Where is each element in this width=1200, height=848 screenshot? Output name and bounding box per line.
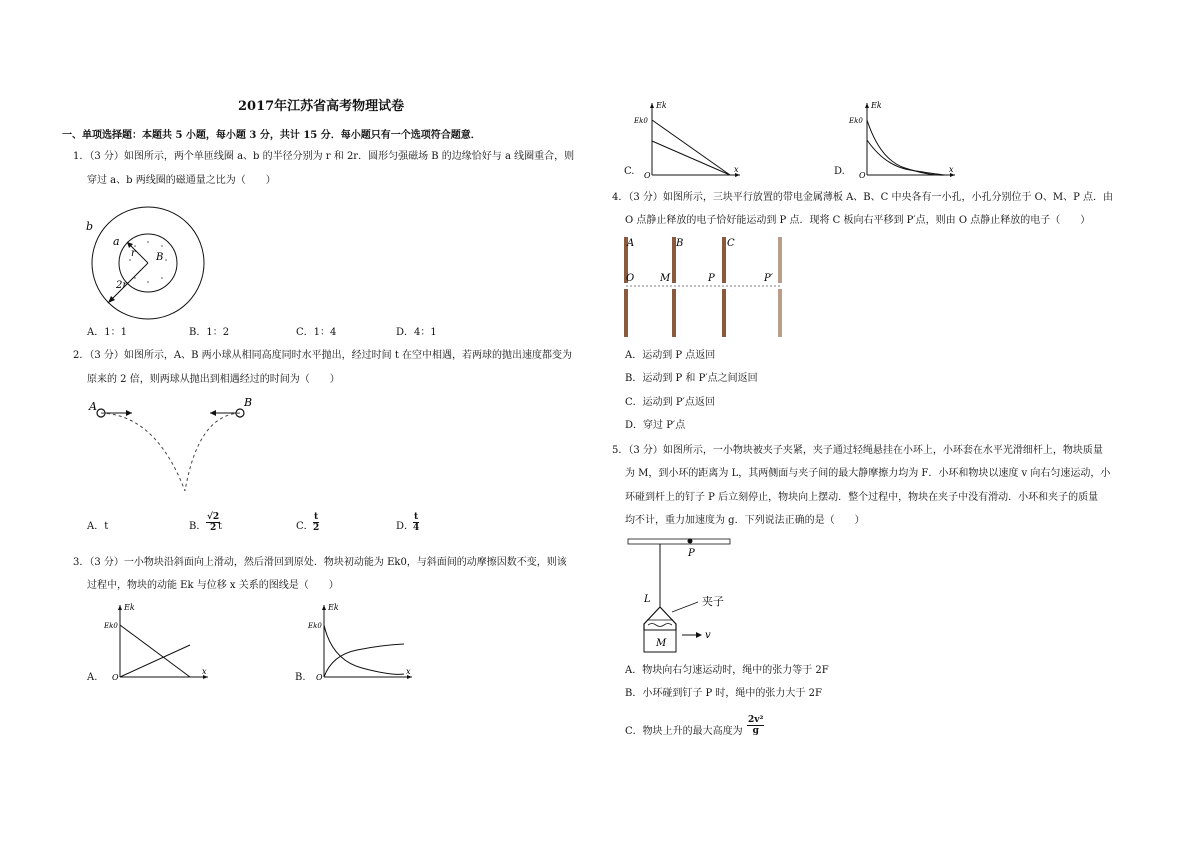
q5-stem-line1: 5．（3 分）如图所示，一小物块被夹子夹紧，夹子通过轻绳悬挂在小环上，小环套在水平光滑细杆上，物块质量	[612, 445, 1103, 456]
svg-text:x: x	[202, 667, 207, 676]
q3-label-b[interactable]: B.	[295, 672, 306, 683]
q1-stem-line2: 穿过 a、b 两线圈的磁通量之比为（ ）	[87, 175, 276, 186]
label-r: r	[131, 248, 136, 259]
q3-stem-line1: 3．（3 分）一小物块沿斜面向上滑动，然后滑回到原处．物块初动能为 Ek0，与斜面间的动摩擦因数不变，则该	[73, 557, 567, 568]
q2-option-b-suffix: t	[218, 521, 223, 532]
nail-p	[688, 539, 693, 544]
svg-text:v: v	[705, 630, 711, 641]
q5-option-c-fraction: $\frac{\text{2v²}}{g}$	[748, 715, 764, 736]
section-heading: 一、单项选择题：本题共 5 小题，每小题 3 分，共计 15 分．每小题只有一个选项符合题意．	[62, 130, 481, 141]
svg-text:A: A	[627, 238, 635, 249]
svg-text:Ek0: Ek0	[849, 117, 863, 125]
svg-text:O: O	[316, 673, 323, 682]
svg-text:P: P	[688, 548, 695, 559]
svg-text:M: M	[660, 273, 671, 284]
svg-text:O: O	[859, 171, 866, 180]
q2-option-d[interactable]: D．	[396, 521, 415, 532]
label-2r: 2r	[116, 280, 128, 291]
label-A: A	[89, 400, 97, 413]
page-title: 2017年江苏省高考物理试卷	[238, 99, 405, 114]
svg-text:M: M	[656, 638, 667, 649]
q3-label-d[interactable]: D.	[834, 166, 845, 177]
q1-option-b[interactable]: B．1：2	[189, 327, 230, 338]
svg-text:x: x	[406, 667, 411, 676]
q3-graph-a	[98, 600, 218, 685]
q2-figure	[86, 393, 266, 503]
svg-text:Ek: Ek	[871, 101, 882, 110]
q3-stem-line2: 过程中，物块的动能 Ek 与位移 x 关系的图线是（ ）	[87, 580, 339, 591]
q1-option-a[interactable]: A．1：1	[87, 327, 127, 338]
q5-figure	[620, 530, 760, 660]
q3-graph-c	[630, 98, 750, 183]
svg-text:O: O	[644, 171, 651, 180]
svg-text:Ek0: Ek0	[104, 622, 118, 630]
q5-stem-line3: 环碰到杆上的钉子 P 后立刻停止，物块向上摆动．整个过程中，物块在夹子中没有滑动．小环和夹子的质量	[625, 492, 1099, 503]
q1-stem-line1: 1．（3 分）如图所示，两个单匝线圈 a、b 的半径分别为 r 和 2r．圆形匀强磁场 B 的边缘恰好与 a 线圈重合，则	[73, 151, 575, 162]
q2-option-c-fraction: $\frac{t}{2}$	[313, 512, 320, 533]
q2-option-b[interactable]: B．	[189, 521, 207, 532]
svg-text:P: P	[708, 273, 715, 284]
label-a: a	[113, 235, 120, 248]
q5-option-c[interactable]: C．物块上升的最大高度为	[625, 726, 743, 737]
q4-option-b[interactable]: B．运动到 P 和 P′点之间返回	[625, 373, 758, 384]
label-B: B	[156, 252, 164, 263]
q4-stem-line1: 4．（3 分）如图所示，三块平行放置的带电金属薄板 A、B、C 中央各有一小孔，小孔分别位于 O、M、P 点．由	[612, 192, 1114, 203]
q3-label-a[interactable]: A.	[87, 672, 98, 683]
q1-figure	[80, 208, 220, 328]
q5-stem-line4: 均不计，重力加速度为 g．下列说法正确的是（ ）	[625, 515, 865, 526]
q2-option-c[interactable]: C．	[296, 521, 314, 532]
svg-text:C: C	[727, 238, 735, 249]
svg-text:O: O	[626, 273, 635, 284]
q2-stem-line2: 原来的 2 倍，则两球从抛出到相遇经过的时间为（ ）	[87, 374, 340, 385]
svg-text:x: x	[949, 165, 954, 174]
svg-text:L: L	[644, 594, 651, 605]
q2-option-a[interactable]: A．t	[87, 521, 109, 532]
q4-figure	[620, 233, 800, 341]
q5-stem-line2: 为 M，到小环的距离为 L，其两侧面与夹子间的最大静摩擦力均为 F．小环和物块以速度 v 向右匀速运动，小	[625, 468, 1111, 479]
velocity-a-arrow	[126, 410, 132, 416]
q3-graph-b	[302, 600, 422, 685]
q4-option-c[interactable]: C．运动到 P′点返回	[625, 397, 715, 408]
svg-text:夹子: 夹子	[702, 595, 724, 608]
q2-option-b-fraction: $\frac{√2}{2}$	[207, 512, 220, 533]
q3-label-c[interactable]: C.	[624, 166, 635, 177]
svg-text:O: O	[112, 673, 119, 682]
q5-option-a[interactable]: A．物块向右匀速运动时，绳中的张力等于 2F	[625, 665, 829, 676]
trajectory-b	[185, 413, 240, 491]
svg-text:Ek: Ek	[124, 603, 135, 612]
radius-2r-arrow	[108, 263, 148, 303]
velocity-b-arrow	[210, 410, 216, 416]
q3-graph-d	[845, 98, 965, 183]
rod	[628, 539, 730, 544]
q1-option-c[interactable]: C．1：4	[296, 327, 337, 338]
svg-text:Ek0: Ek0	[634, 117, 648, 125]
trajectory-a	[101, 413, 185, 491]
svg-text:Ek: Ek	[656, 101, 667, 110]
label-B: B	[244, 396, 253, 409]
svg-text:P′: P′	[764, 273, 773, 284]
svg-text:Ek0: Ek0	[308, 622, 322, 630]
svg-text:B: B	[676, 238, 684, 249]
q2-option-d-fraction: $\frac{t}{4}$	[413, 512, 420, 533]
q4-option-a[interactable]: A．运动到 P 点返回	[625, 350, 716, 361]
velocity-arrow	[696, 632, 702, 638]
q1-option-d[interactable]: D．4：1	[396, 327, 437, 338]
label-b: b	[86, 220, 94, 233]
svg-text:Ek: Ek	[328, 603, 339, 612]
q5-option-b[interactable]: B．小环碰到钉子 P 时，绳中的张力大于 2F	[625, 688, 822, 699]
q4-option-d[interactable]: D．穿过 P′点	[625, 420, 686, 431]
q2-stem-line1: 2．（3 分）如图所示，A、B 两小球从相同高度同时水平抛出，经过时间 t 在空中相遇，若两球的抛出速度都变为	[73, 350, 573, 361]
svg-text:x: x	[734, 165, 739, 174]
q4-stem-line2: O 点静止释放的电子恰好能运动到 P 点．现将 C 板向右平移到 P′点，则由 O 点静止释放的电子（ ）	[625, 215, 1091, 226]
